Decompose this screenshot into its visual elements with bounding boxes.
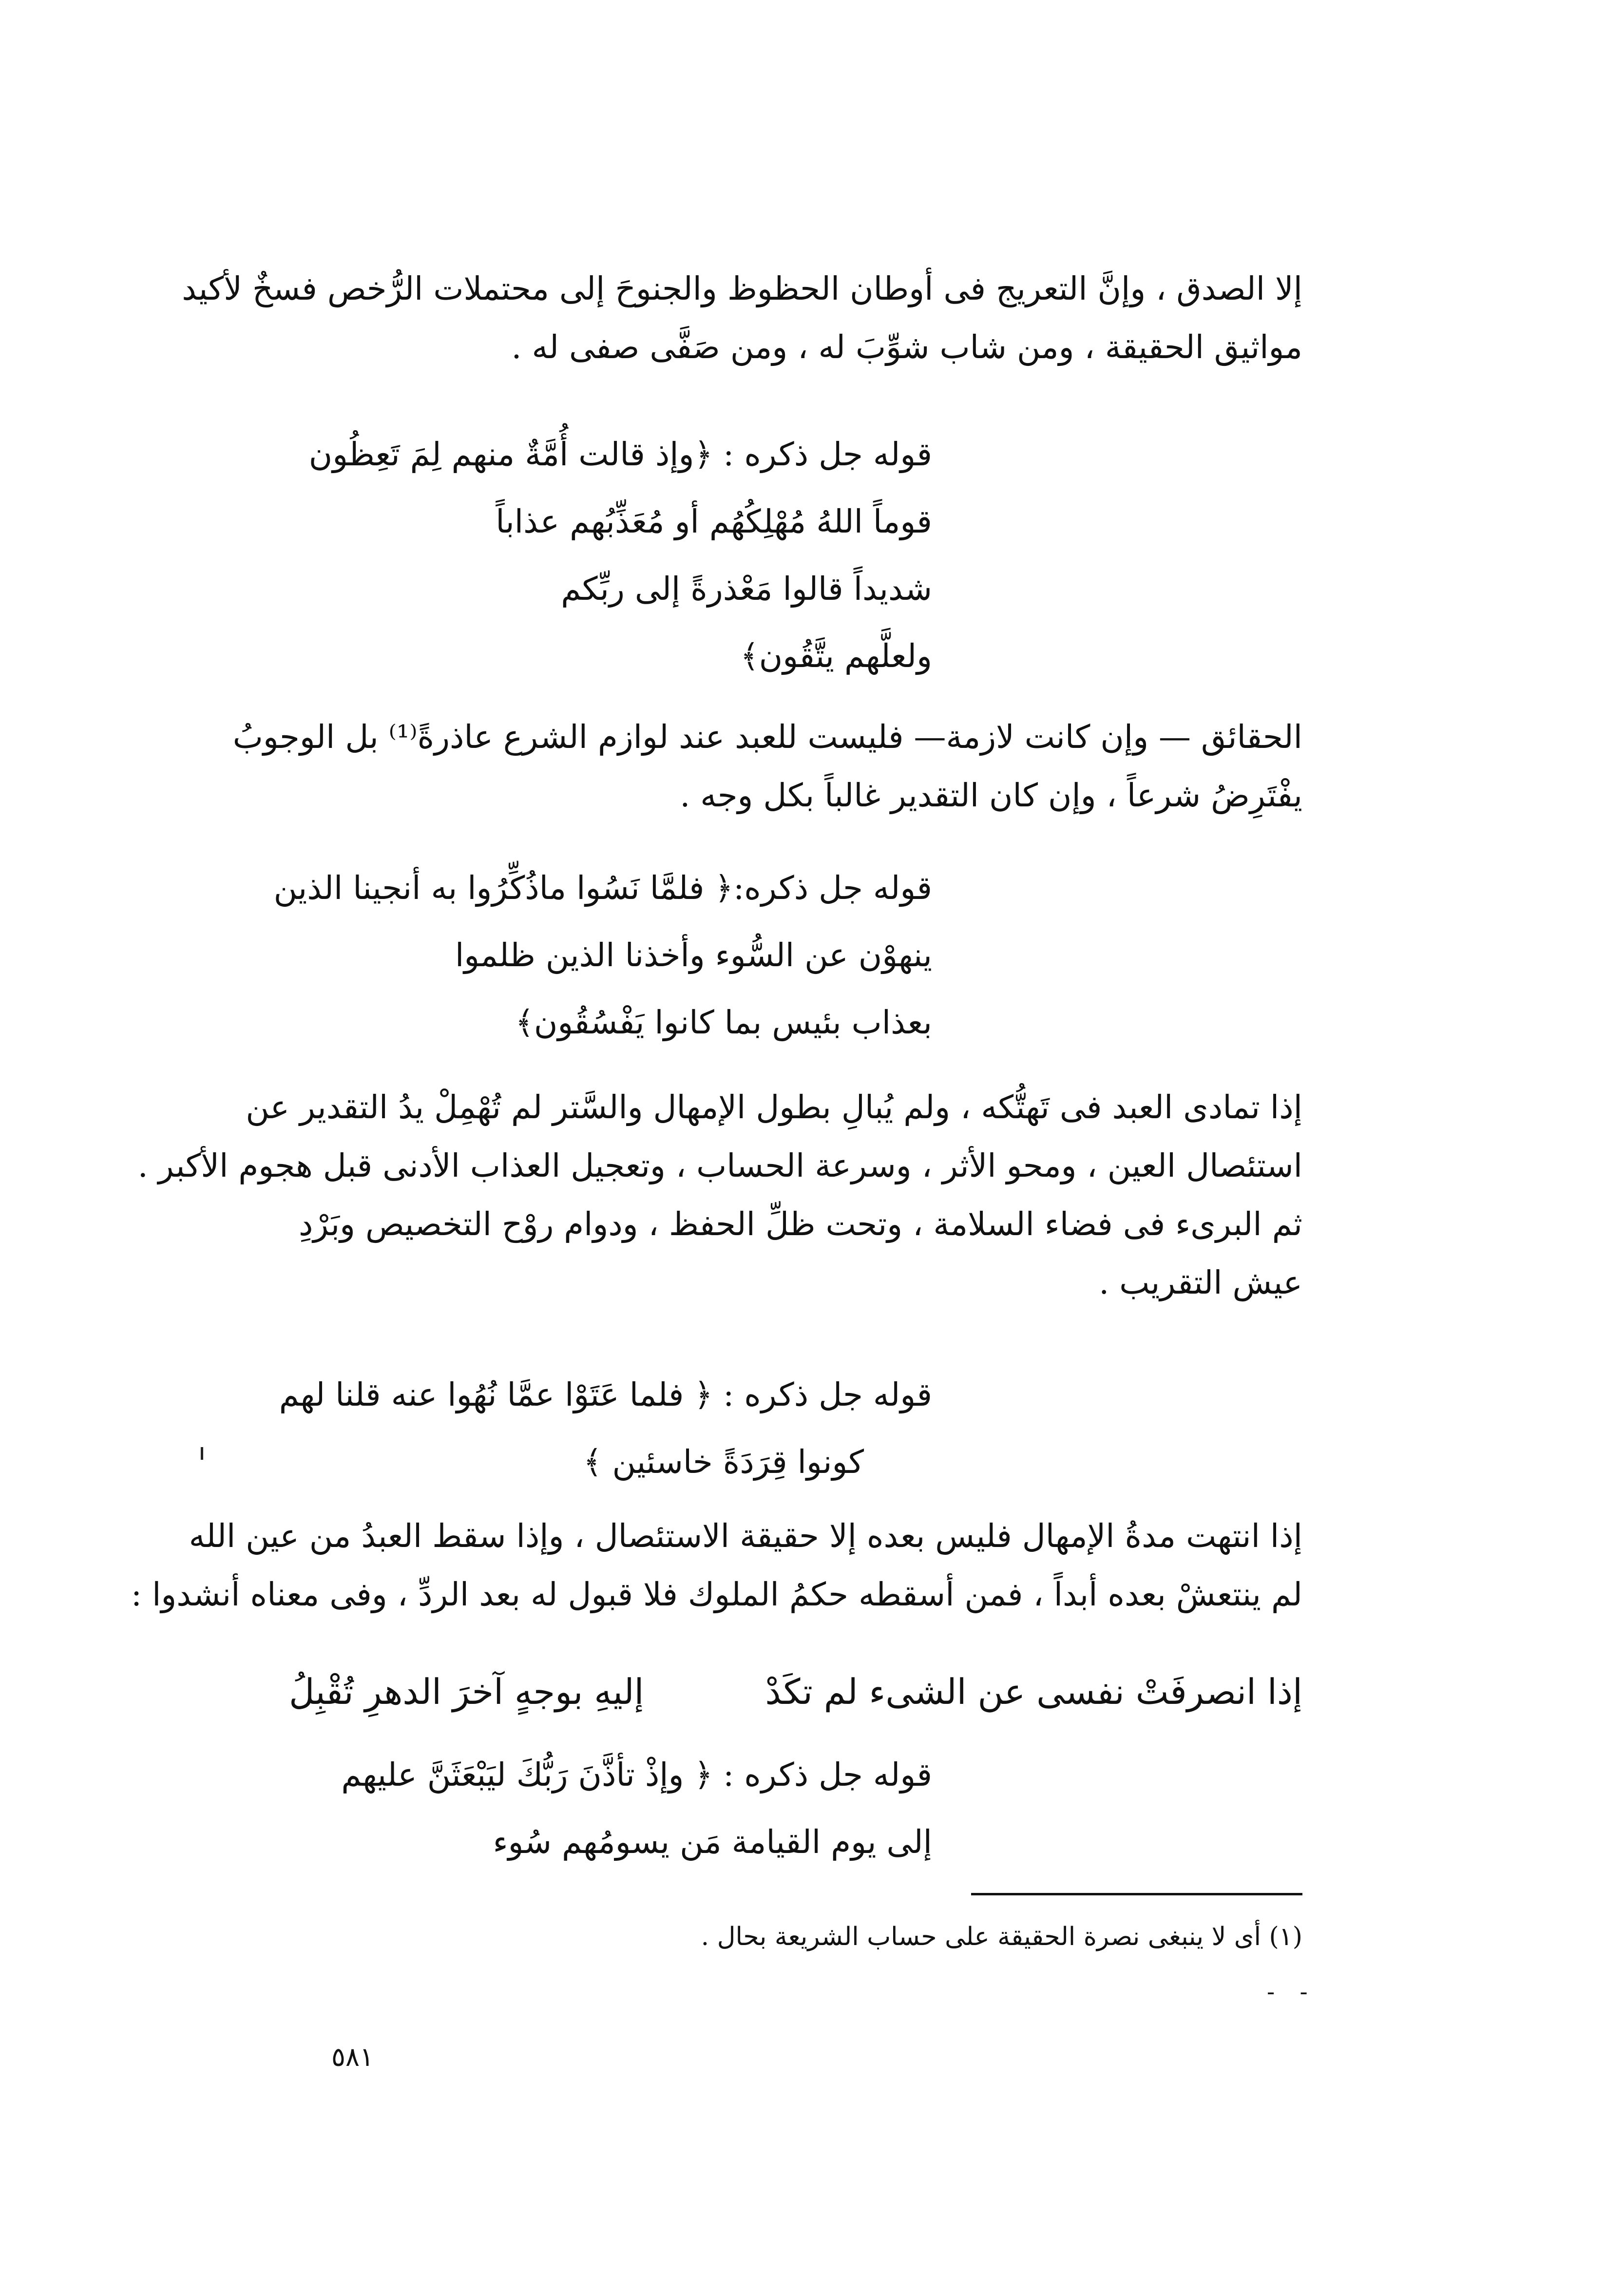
paragraph-line: عيش التقريب . xyxy=(1099,1264,1302,1301)
footnote: (١) أى لا ينبغى نصرة الحقيقة على حساب الشريعة بحال . xyxy=(701,1922,1302,1951)
verse-line: ولعلَّهم يتَّقُون﴾ xyxy=(740,637,932,675)
poem-second-hemistich: إليهِ بوجهٍ آخرَ الدهرِ تُقْبِلُ xyxy=(289,1671,644,1712)
paragraph-line: ثم البرىء فى فضاء السلامة ، وتحت ظلِّ الحفظ ، ودوام روْح التخصيص وبَرْدِ xyxy=(299,1205,1302,1243)
paragraph-line: إذا انتهت مدةُ الإمهال فليس بعده إلا حقيقة الاستئصال ، وإذا سقط العبدُ من عين الله xyxy=(189,1517,1302,1555)
paragraph-line: إذا تمادى العبد فى تَهتُّكه ، ولم يُبالِ بطول الإمهال والسَّتر لم تُهْمِلْ يدُ التقدير عن xyxy=(246,1088,1302,1126)
paragraph-4 xyxy=(131,1517,1302,1637)
paragraph-3 xyxy=(137,1088,1302,1325)
footnote-separator xyxy=(971,1893,1302,1895)
verse-line: قوماً اللهُ مُهْلِكُهُم أو مُعَذِّبُهم عذاباً xyxy=(496,503,932,540)
paragraph-line: إلا الصدق ، وإنَّ التعريج فى أوطان الحظوظ والجنوحَ إلى محتملات الرُّخص فسخٌ لأكيد xyxy=(182,270,1302,307)
paragraph-line: استئصال العين ، ومحو الأثر ، وسرعة الحساب ، وتعجيل العذاب الأدنى قبل هجوم الأكبر . xyxy=(137,1147,1302,1184)
paragraph-line: مواثيق الحقيقة ، ومن شاب شوِّبَ له ، ومن صَفَّى صفى له . xyxy=(511,328,1302,366)
poem-first-hemistich: إذا انصرفَتْ نفسى عن الشىء لم تكَدْ xyxy=(765,1671,1302,1712)
verse-line: بعذاب بئيس بما كانوا يَفْسُقُون﴾ xyxy=(515,1004,932,1041)
verse-line: كونوا قِرَدَةً خاسئين ﴾ xyxy=(583,1443,864,1481)
verse-line: قوله جل ذكره : ﴿ وإذْ تأذَّنَ رَبُّكَ ليَبْعَثَنَّ عليهم xyxy=(341,1756,932,1794)
quran-verse-1 xyxy=(299,436,932,707)
poem-line xyxy=(289,1671,1302,1712)
paragraph-1 xyxy=(182,270,1302,390)
margin-mark xyxy=(201,1447,203,1460)
verse-line: قوله جل ذكره:﴿ فلمَّا نَسُوا ماذُكِّرُوا به أنجينا الذين xyxy=(273,869,932,907)
quran-verse-4 xyxy=(299,1756,932,1893)
verse-line: قوله جل ذكره : ﴿وإذ قالت أُمَّةٌ منهم لِمَ تَعِظُون xyxy=(308,436,932,473)
quran-verse-2 xyxy=(273,869,932,1074)
paragraph-line: الحقائق — وإن كانت لازمة— فليست للعبد عند لوازم الشرع عاذرةً⁽¹⁾ بل الوجوبُ xyxy=(232,718,1302,756)
verse-line: قوله جل ذكره : ﴿ فلما عَتَوْا عمَّا نُهُوا عنه قلنا لهم xyxy=(279,1376,932,1413)
verse-line: شديداً قالوا مَعْذرةً إلى ربِّكم xyxy=(561,570,932,608)
verse-line: إلى يوم القيامة مَن يسومُهم سُوء xyxy=(493,1823,932,1861)
paragraph-2 xyxy=(232,718,1302,838)
paragraph-line: لم ينتعشْ بعده أبداً ، فمن أسقطه حكمُ الملوك فلا قبول له بعد الردِّ ، وفى معناه أنشدوا : xyxy=(131,1576,1302,1613)
paragraph-line: يفْتَرِضُ شرعاً ، وإن كان التقدير غالباً بكل وجه . xyxy=(680,777,1302,814)
stray-marks: - - xyxy=(1267,1978,1317,2005)
verse-line: ينهوْن عن السُّوء وأخذنا الذين ظلموا xyxy=(455,936,932,974)
quran-verse-3 xyxy=(279,1376,932,1513)
page-number: ٥٨١ xyxy=(331,2042,374,2072)
